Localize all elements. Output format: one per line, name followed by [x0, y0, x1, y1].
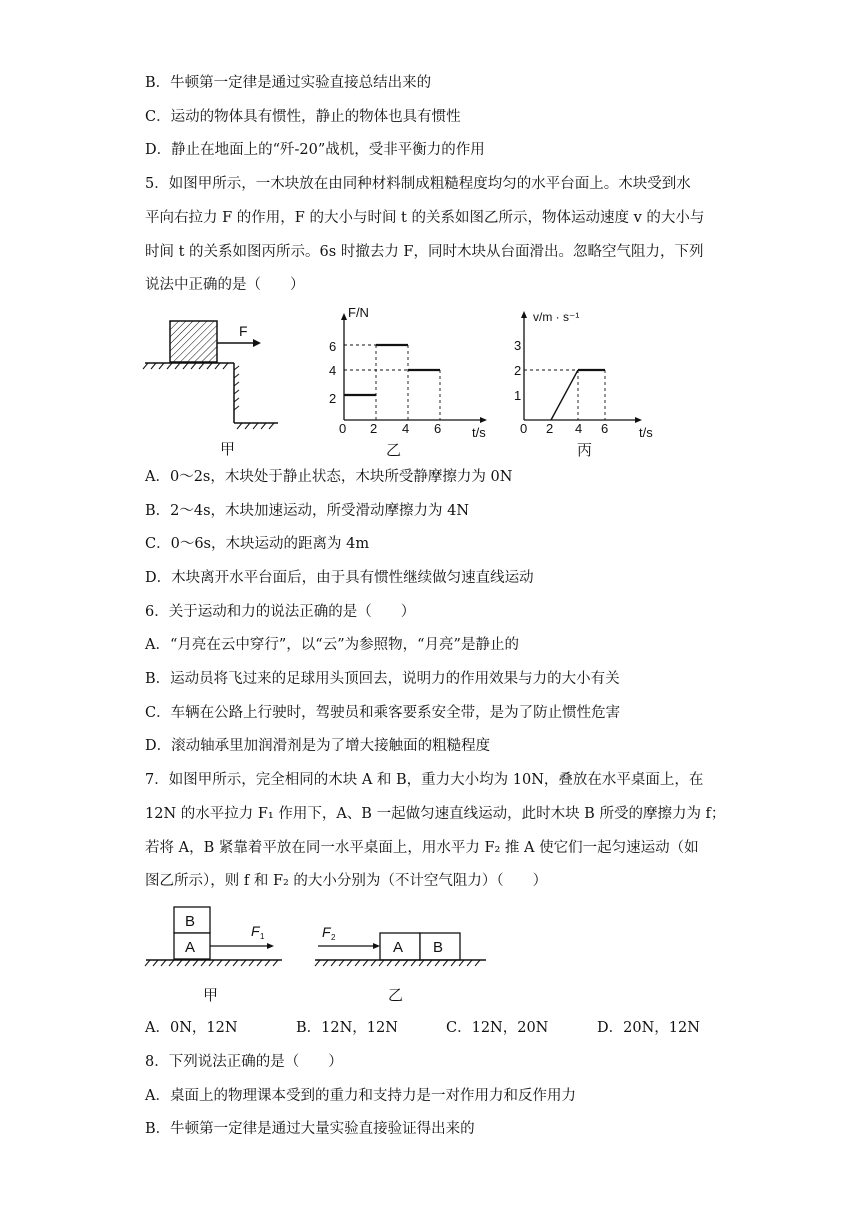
- yi-xlabel: t/s: [472, 425, 486, 440]
- yi-xtick-4: 4: [402, 421, 410, 436]
- svg-text:F: F: [251, 923, 260, 939]
- q7-option-d: D．20N，12N: [597, 1020, 700, 1036]
- caption-yi: 乙: [386, 442, 402, 459]
- svg-text:A: A: [393, 939, 404, 956]
- q5-stem-line3: 时间 t 的关系如图丙所示。6s 时撤去力 F，同时木块从台面滑出。忽略空气阻力，下列: [145, 244, 704, 260]
- q5-stem-line2: 平向右拉力 F 的作用，F 的大小与时间 t 的关系如图乙所示，物体运动速度 v 的大小与: [145, 210, 705, 226]
- svg-text:1: 1: [260, 932, 265, 941]
- svg-text:F: F: [322, 924, 331, 940]
- v-segment-1: [551, 370, 578, 420]
- yi-ylabel: F/N: [348, 305, 369, 320]
- q5-option-d: D．木块离开水平台面后，由于具有惯性继续做匀速直线运动: [145, 570, 534, 586]
- force-label: F: [239, 323, 248, 339]
- q5-chart-yi: [320, 300, 500, 460]
- q5-stem-line4: 说法中正确的是（ ）: [145, 277, 305, 293]
- svg-text:2: 2: [331, 933, 336, 942]
- q5-figure-jia: [140, 310, 290, 460]
- q6-option-c: C．车辆在公路上行驶时，驾驶员和乘客要系安全带，是为了防止惯性危害: [145, 705, 621, 721]
- q4-option-d: D．静止在地面上的“歼-20”战机，受非平衡力的作用: [145, 142, 485, 158]
- q8-option-b: B．牛顿第一定律是通过大量实验直接验证得出来的: [145, 1121, 475, 1137]
- caption-jia-7: 甲: [203, 987, 219, 1004]
- yi-ytick-4: 4: [329, 363, 337, 378]
- x-axis-arrow: [635, 417, 642, 423]
- yi-ytick-2: 2: [329, 391, 337, 406]
- bing-ytick-1: 1: [514, 388, 522, 403]
- yi-xtick-2: 2: [370, 421, 378, 436]
- q4-option-b: B．牛顿第一定律是通过实验直接总结出来的: [145, 75, 432, 91]
- q6-option-d: D．滚动轴承里加润滑剂是为了增大接触面的粗糙程度: [145, 738, 491, 754]
- bing-xtick-4: 4: [575, 421, 583, 436]
- caption-bing: 丙: [577, 442, 593, 459]
- q5-option-a: A．0～2s，木块处于静止状态，木块所受静摩擦力为 0N: [145, 469, 513, 485]
- q7-option-b: B．12N，12N: [296, 1020, 398, 1036]
- svg-text:A: A: [185, 939, 196, 956]
- bing-xtick-0: 0: [520, 421, 528, 436]
- bing-xtick-6: 6: [601, 421, 609, 436]
- q5-option-c: C．0～6s，木块运动的距离为 4m: [145, 536, 370, 552]
- svg-text:B: B: [433, 939, 444, 956]
- bing-ytick-3: 3: [514, 338, 522, 353]
- svg-text:B: B: [185, 913, 196, 930]
- wood-block: [170, 321, 217, 362]
- yi-ytick-6: 6: [329, 339, 337, 354]
- caption-jia: 甲: [220, 441, 236, 458]
- q6-option-a: A．“月亮在云中穿行”，以“云”为参照物，“月亮”是静止的: [145, 637, 519, 653]
- q8-option-a: A．桌面上的物理课本受到的重力和支持力是一对作用力和反作用力: [145, 1088, 576, 1104]
- q8-stem: 8．下列说法正确的是（ ）: [145, 1054, 343, 1070]
- bing-ytick-2: 2: [514, 363, 522, 378]
- q7-stem-line2: 12N 的水平拉力 F₁ 作用下，A、B 一起做匀速直线运动，此时木块 B 所受的摩擦力为 f；: [145, 806, 726, 822]
- q5-stem-line1: 5．如图甲所示，一木块放在由同种材料制成粗糙程度均匀的水平台面上。木块受到水: [145, 176, 691, 192]
- bing-xlabel: t/s: [639, 425, 653, 440]
- y-axis-arrow: [521, 311, 527, 318]
- q7-figure-jia: [140, 900, 290, 1010]
- q7-option-a: A．0N，12N: [145, 1020, 238, 1036]
- q6-option-b: B．运动员将飞过来的足球用头顶回去，说明力的作用效果与力的大小有关: [145, 671, 620, 687]
- q5-chart-bing: [505, 300, 675, 460]
- q5-option-b: B．2～4s，木块加速运动，所受滑动摩擦力为 4N: [145, 503, 470, 519]
- q7-option-c: C．12N，20N: [446, 1020, 549, 1036]
- q7-stem-line4: 图乙所示），则 f 和 F₂ 的大小分别为（不计空气阻力）（ ）: [145, 873, 548, 889]
- q7-figure-yi: [310, 900, 490, 1010]
- q7-stem-line3: 若将 A，B 紧靠着平放在同一水平桌面上，用水平力 F₂ 推 A 使它们一起匀速运动（如: [145, 840, 699, 856]
- q7-stem-line1: 7．如图甲所示，完全相同的木块 A 和 B，重力大小均为 10N，叠放在水平桌面上，在: [145, 772, 704, 788]
- q4-option-c: C．运动的物体具有惯性，静止的物体也具有惯性: [145, 109, 461, 125]
- caption-yi-7: 乙: [388, 987, 404, 1004]
- y-axis-arrow: [341, 313, 347, 320]
- q6-stem: 6．关于运动和力的说法正确的是（ ）: [145, 604, 416, 620]
- x-axis-arrow: [480, 417, 487, 423]
- yi-xtick-0: 0: [339, 421, 347, 436]
- bing-ylabel: v/m · s⁻¹: [533, 310, 580, 324]
- yi-xtick-6: 6: [434, 421, 442, 436]
- bing-xtick-2: 2: [546, 421, 554, 436]
